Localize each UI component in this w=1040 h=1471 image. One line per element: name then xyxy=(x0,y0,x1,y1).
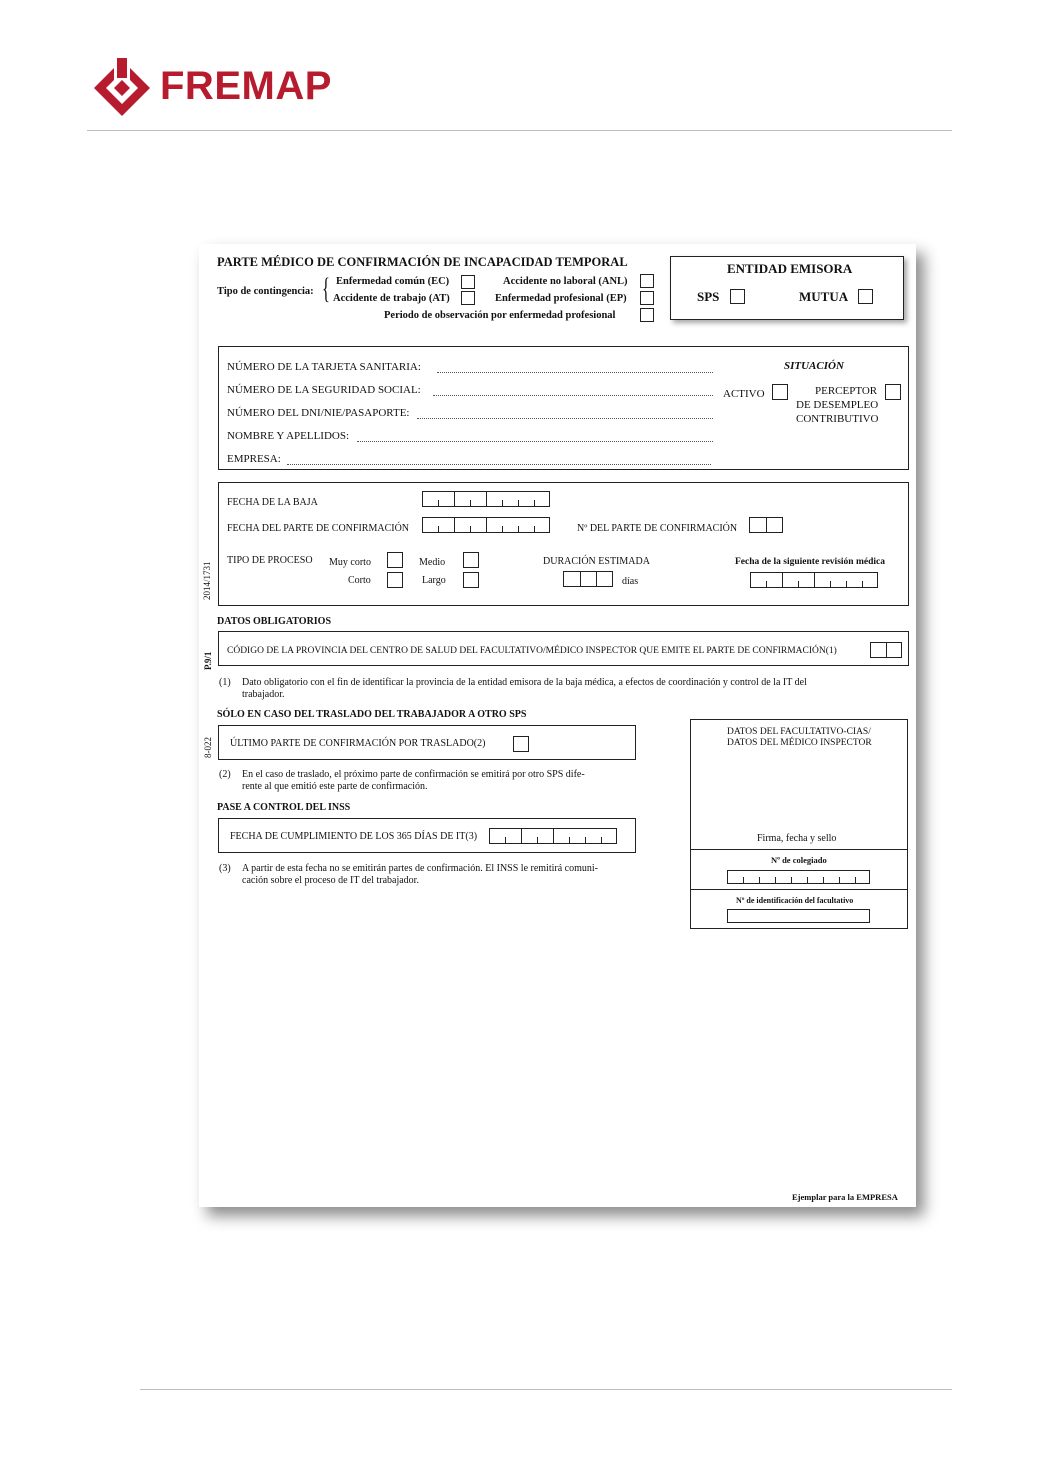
active-checkbox[interactable] xyxy=(772,384,788,400)
doctor-divider-2 xyxy=(691,889,907,890)
contingency-observation-checkbox[interactable] xyxy=(640,308,654,322)
confirmation-number-field[interactable] xyxy=(749,517,783,533)
transfer-box xyxy=(218,725,636,760)
full-name-field[interactable] xyxy=(357,440,713,442)
long-label: Largo xyxy=(422,575,446,586)
contingency-anl-label: Accidente no laboral (ANL) xyxy=(503,276,628,287)
doctor-divider-1 xyxy=(691,849,907,850)
health-card-field[interactable] xyxy=(437,371,713,373)
doctor-title-1: DATOS DEL FACULTATIVO-CIAS/ xyxy=(727,727,871,737)
note-2-line-2: rente al que emitió este parte de confirmación. xyxy=(242,781,428,792)
footer-divider xyxy=(140,1389,952,1390)
form-title: PARTE MÉDICO DE CONFIRMACIÓN DE INCAPACIDAD TEMPORAL xyxy=(217,255,628,269)
leave-dates-box xyxy=(218,482,909,606)
short-label: Corto xyxy=(348,575,371,586)
doctor-title-2: DATOS DEL MÉDICO INSPECTOR xyxy=(727,738,872,748)
province-code-label: CÓDIGO DE LA PROVINCIA DEL CENTRO DE SALUD DEL FACULTATIVO/MÉDICO INSPECTOR QUE EMITE EL PARTE DE CONFIRMACIÓN(1) xyxy=(227,646,837,656)
next-review-label: Fecha de la siguiente revisión médica xyxy=(735,557,885,567)
contingency-observation-label: Periodo de observación por enfermedad profesional xyxy=(384,310,616,321)
college-number-field[interactable] xyxy=(727,870,870,884)
entity-sps-checkbox[interactable] xyxy=(730,289,745,304)
brand-name: FREMAP xyxy=(160,64,332,108)
issuing-entity-box xyxy=(670,256,904,320)
leave-date-label: FECHA DE LA BAJA xyxy=(227,497,318,508)
note-3-line-2: cación sobre el proceso de IT del trabajador. xyxy=(242,875,419,886)
inss-heading: PASE A CONTROL DEL INSS xyxy=(217,802,351,813)
entity-sps-label: SPS xyxy=(697,289,720,304)
note-1-line-1: Dato obligatorio con el fin de identificar la provincia de la entidad emisora de la baja médica, a efectos de coordinación y control de la IT del xyxy=(242,677,807,688)
process-type-label: TIPO DE PROCESO xyxy=(227,555,313,566)
unemployed-checkbox[interactable] xyxy=(885,384,901,400)
side-code-3: 8-022 xyxy=(203,737,213,758)
contingency-at-label: Accidente de trabajo (AT) xyxy=(333,293,450,304)
company-label: EMPRESA: xyxy=(227,453,281,465)
contingency-ep-label: Enfermedad profesional (EP) xyxy=(495,293,627,304)
very-short-label: Muy corto xyxy=(329,557,371,568)
note-3-number: (3) xyxy=(219,863,231,874)
next-review-field[interactable] xyxy=(750,572,878,588)
issuing-entity-title: ENTIDAD EMISORA xyxy=(727,261,853,276)
estimated-duration-label: DURACIÓN ESTIMADA xyxy=(543,556,650,567)
dni-field[interactable] xyxy=(417,417,713,419)
unemployed-label-2: DE DESEMPLEO xyxy=(796,399,879,411)
college-number-label: Nº de colegiado xyxy=(771,855,827,865)
doctor-data-box xyxy=(690,719,908,929)
inss-date-field[interactable] xyxy=(489,828,617,844)
inss-box xyxy=(218,818,636,853)
last-confirmation-checkbox[interactable] xyxy=(513,736,529,752)
signature-label: Firma, fecha y sello xyxy=(757,833,837,844)
health-card-label: NÚMERO DE LA TARJETA SANITARIA: xyxy=(227,361,421,373)
side-code-1: 2014/1731 xyxy=(202,561,212,600)
inss-date-label: FECHA DE CUMPLIMIENTO DE LOS 365 DÍAS DE IT(3) xyxy=(230,831,478,842)
form-sheet xyxy=(199,244,916,1207)
contingency-label: Tipo de contingencia: xyxy=(217,286,314,297)
days-label: días xyxy=(622,576,639,587)
entity-mutua-checkbox[interactable] xyxy=(858,289,873,304)
full-name-label: NOMBRE Y APELLIDOS: xyxy=(227,430,350,442)
transfer-heading: SÓLO EN CASO DEL TRASLADO DEL TRABAJADOR A OTRO SPS xyxy=(217,709,527,720)
note-1-line-2: trabajador. xyxy=(242,689,285,700)
side-code-2: P.9/1 xyxy=(203,651,213,670)
header-divider xyxy=(87,130,952,131)
situation-heading: SITUACIÓN xyxy=(784,360,844,372)
contingency-ep-checkbox[interactable] xyxy=(640,291,654,305)
province-code-box xyxy=(218,631,909,666)
note-3-line-1: A partir de esta fecha no se emitirán partes de confirmación. El INSS le remitirá comuni- xyxy=(242,863,598,874)
doctor-id-field[interactable] xyxy=(727,909,870,923)
estimated-duration-field[interactable] xyxy=(563,571,613,587)
mandatory-data-heading: DATOS OBLIGATORIOS xyxy=(217,616,332,627)
very-short-checkbox[interactable] xyxy=(387,552,403,568)
short-checkbox[interactable] xyxy=(387,572,403,588)
unemployed-label-3: CONTRIBUTIVO xyxy=(796,413,879,425)
active-label: ACTIVO xyxy=(723,388,765,400)
contingency-ec-checkbox[interactable] xyxy=(461,275,475,289)
last-confirmation-label: ÚLTIMO PARTE DE CONFIRMACIÓN POR TRASLADO(2) xyxy=(230,738,486,749)
note-1-number: (1) xyxy=(219,677,231,688)
company-field[interactable] xyxy=(287,463,711,465)
contingency-at-checkbox[interactable] xyxy=(461,291,475,305)
medium-checkbox[interactable] xyxy=(463,552,479,568)
copy-note: Ejemplar para la EMPRESA xyxy=(792,1192,898,1202)
doctor-id-label: Nº de identificación del facultativo xyxy=(736,896,854,905)
note-2-line-1: En el caso de traslado, el próximo parte de confirmación se emitirá por otro SPS dife- xyxy=(242,769,585,780)
worker-data-box xyxy=(218,346,909,470)
long-checkbox[interactable] xyxy=(463,572,479,588)
entity-mutua-label: MUTUA xyxy=(799,289,849,304)
confirmation-date-field[interactable] xyxy=(422,517,550,533)
social-security-field[interactable] xyxy=(433,394,713,396)
leave-date-field[interactable] xyxy=(422,491,550,507)
medium-label: Medio xyxy=(419,557,446,568)
dni-label: NÚMERO DEL DNI/NIE/PASAPORTE: xyxy=(227,407,410,419)
contingency-brace: { xyxy=(322,272,330,305)
contingency-ec-label: Enfermedad común (EC) xyxy=(336,276,450,287)
confirmation-date-label: FECHA DEL PARTE DE CONFIRMACIÓN xyxy=(227,523,410,534)
fremap-logo-icon xyxy=(92,58,152,118)
unemployed-label-1: PERCEPTOR xyxy=(815,385,878,397)
note-2-number: (2) xyxy=(219,769,231,780)
confirmation-number-label: Nº DEL PARTE DE CONFIRMACIÓN xyxy=(577,523,738,534)
social-security-label: NÚMERO DE LA SEGURIDAD SOCIAL: xyxy=(227,384,421,396)
contingency-anl-checkbox[interactable] xyxy=(640,274,654,288)
province-code-field[interactable] xyxy=(870,642,902,658)
